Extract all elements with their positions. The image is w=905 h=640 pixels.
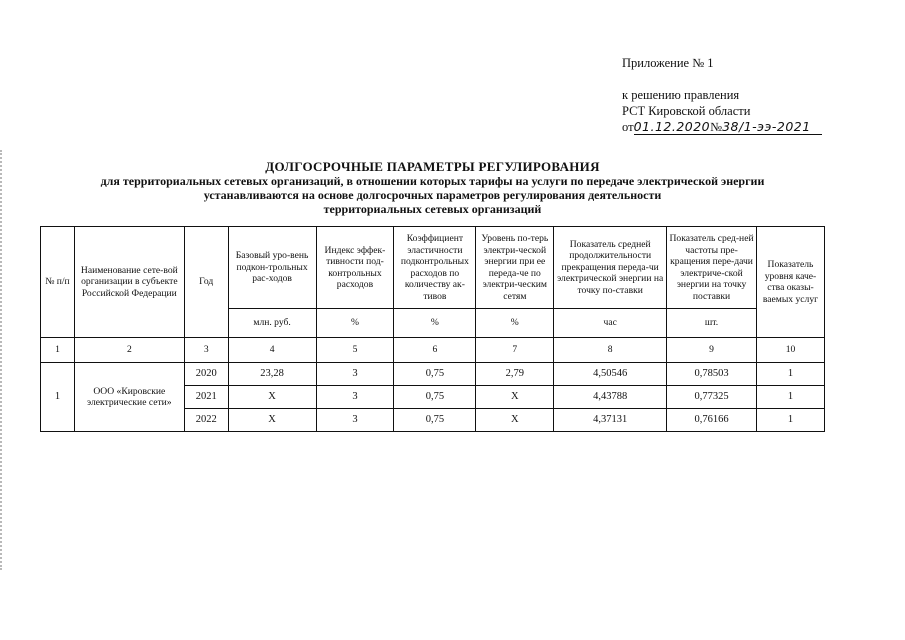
date-underline — [634, 134, 822, 135]
appendix-block — [622, 55, 882, 135]
cell-losses: 2,79 — [476, 363, 554, 386]
column-number: 1 — [41, 338, 75, 363]
column-number: 6 — [394, 338, 476, 363]
cell-efficiency-index: 3 — [316, 409, 394, 432]
cell-service-quality: 1 — [756, 409, 824, 432]
header-org-name: Наименование сете-вой организации в субъекте Российской Федерации — [74, 227, 184, 338]
cell-elasticity: 0,75 — [394, 386, 476, 409]
cell-elasticity: 0,75 — [394, 409, 476, 432]
handwritten-number: 38/1-ээ-2021 — [722, 119, 811, 134]
cell-year: 2022 — [184, 409, 228, 432]
org-row-number: 1 — [41, 363, 75, 432]
cell-interruption-duration: 4,37131 — [554, 409, 667, 432]
unit-efficiency-index: % — [316, 309, 394, 338]
cell-interruption-frequency: 0,76166 — [667, 409, 757, 432]
cell-interruption-duration: 4,50546 — [554, 363, 667, 386]
column-number: 9 — [667, 338, 757, 363]
column-number-row — [41, 338, 825, 363]
document-title: ДОЛГОСРОЧНЫЕ ПАРАМЕТРЫ РЕГУЛИРОВАНИЯ — [265, 159, 600, 174]
appendix-date-line — [622, 119, 882, 135]
cell-efficiency-index: 3 — [316, 386, 394, 409]
unit-interruption-duration: час — [554, 309, 667, 338]
cell-service-quality: 1 — [756, 386, 824, 409]
unit-interruption-frequency: шт. — [667, 309, 757, 338]
title-line-4: территориальных сетевых организаций — [323, 202, 542, 216]
cell-losses: Х — [476, 386, 554, 409]
parameters-table — [40, 226, 825, 432]
header-number: № п/п — [41, 227, 75, 338]
table-row — [41, 363, 825, 386]
date-prefix: от — [622, 120, 634, 134]
cell-year: 2021 — [184, 386, 228, 409]
header-year: Год — [184, 227, 228, 338]
cell-interruption-frequency: 0,77325 — [667, 386, 757, 409]
column-number: 5 — [316, 338, 394, 363]
title-line-2: для территориальных сетевых организаций, в отношении которых тарифы на услуги по передаче электрической энергии — [100, 174, 765, 188]
cell-efficiency-index: 3 — [316, 363, 394, 386]
column-number: 7 — [476, 338, 554, 363]
header-losses: Уровень по-терь электри-ческой энергии при ее переда-че по электри-ческим сетям — [476, 227, 554, 309]
header-efficiency-index: Индекс эффек-тивности под-контрольных расходов — [316, 227, 394, 309]
column-number: 10 — [756, 338, 824, 363]
appendix-decision-line: к решению правления — [622, 88, 740, 102]
table-header-row — [41, 227, 825, 309]
header-interruption-frequency: Показатель сред-ней частоты пре-кращения пере-дачи электриче-ской энергии на точку поставки — [667, 227, 757, 309]
unit-losses: % — [476, 309, 554, 338]
title-line-3: устанавливаются на основе долгосрочных параметров регулирования деятельности — [203, 188, 662, 202]
cell-base-costs: Х — [228, 386, 316, 409]
cell-base-costs: 23,28 — [228, 363, 316, 386]
column-number: 4 — [228, 338, 316, 363]
column-number: 8 — [554, 338, 667, 363]
appendix-authority-line: РСТ Кировской области — [622, 104, 751, 118]
appendix-number: Приложение № 1 — [622, 56, 714, 70]
scan-edge-artifact — [0, 150, 4, 570]
handwritten-date: 01.12.2020 — [633, 119, 711, 134]
column-number: 2 — [74, 338, 184, 363]
unit-base-costs: млн. руб. — [228, 309, 316, 338]
title-block — [40, 160, 825, 216]
cell-base-costs: Х — [228, 409, 316, 432]
cell-year: 2020 — [184, 363, 228, 386]
cell-service-quality: 1 — [756, 363, 824, 386]
header-interruption-duration: Показатель средней продолжительности прекращения переда-чи электрической энергии на точку по-ставки — [554, 227, 667, 309]
unit-elasticity: % — [394, 309, 476, 338]
header-base-costs: Базовый уро-вень подкон-трольных рас-ходов — [228, 227, 316, 309]
org-name: ООО «Кировские электрические сети» — [74, 363, 184, 432]
cell-elasticity: 0,75 — [394, 363, 476, 386]
cell-losses: Х — [476, 409, 554, 432]
cell-interruption-frequency: 0,78503 — [667, 363, 757, 386]
cell-interruption-duration: 4,43788 — [554, 386, 667, 409]
header-service-quality: Показатель уровня каче-ства оказы-ваемых услуг — [756, 227, 824, 338]
column-number: 3 — [184, 338, 228, 363]
number-prefix: № — [710, 120, 723, 134]
header-elasticity: Коэффициент эластичности подконтрольных расходов по количеству ак-тивов — [394, 227, 476, 309]
